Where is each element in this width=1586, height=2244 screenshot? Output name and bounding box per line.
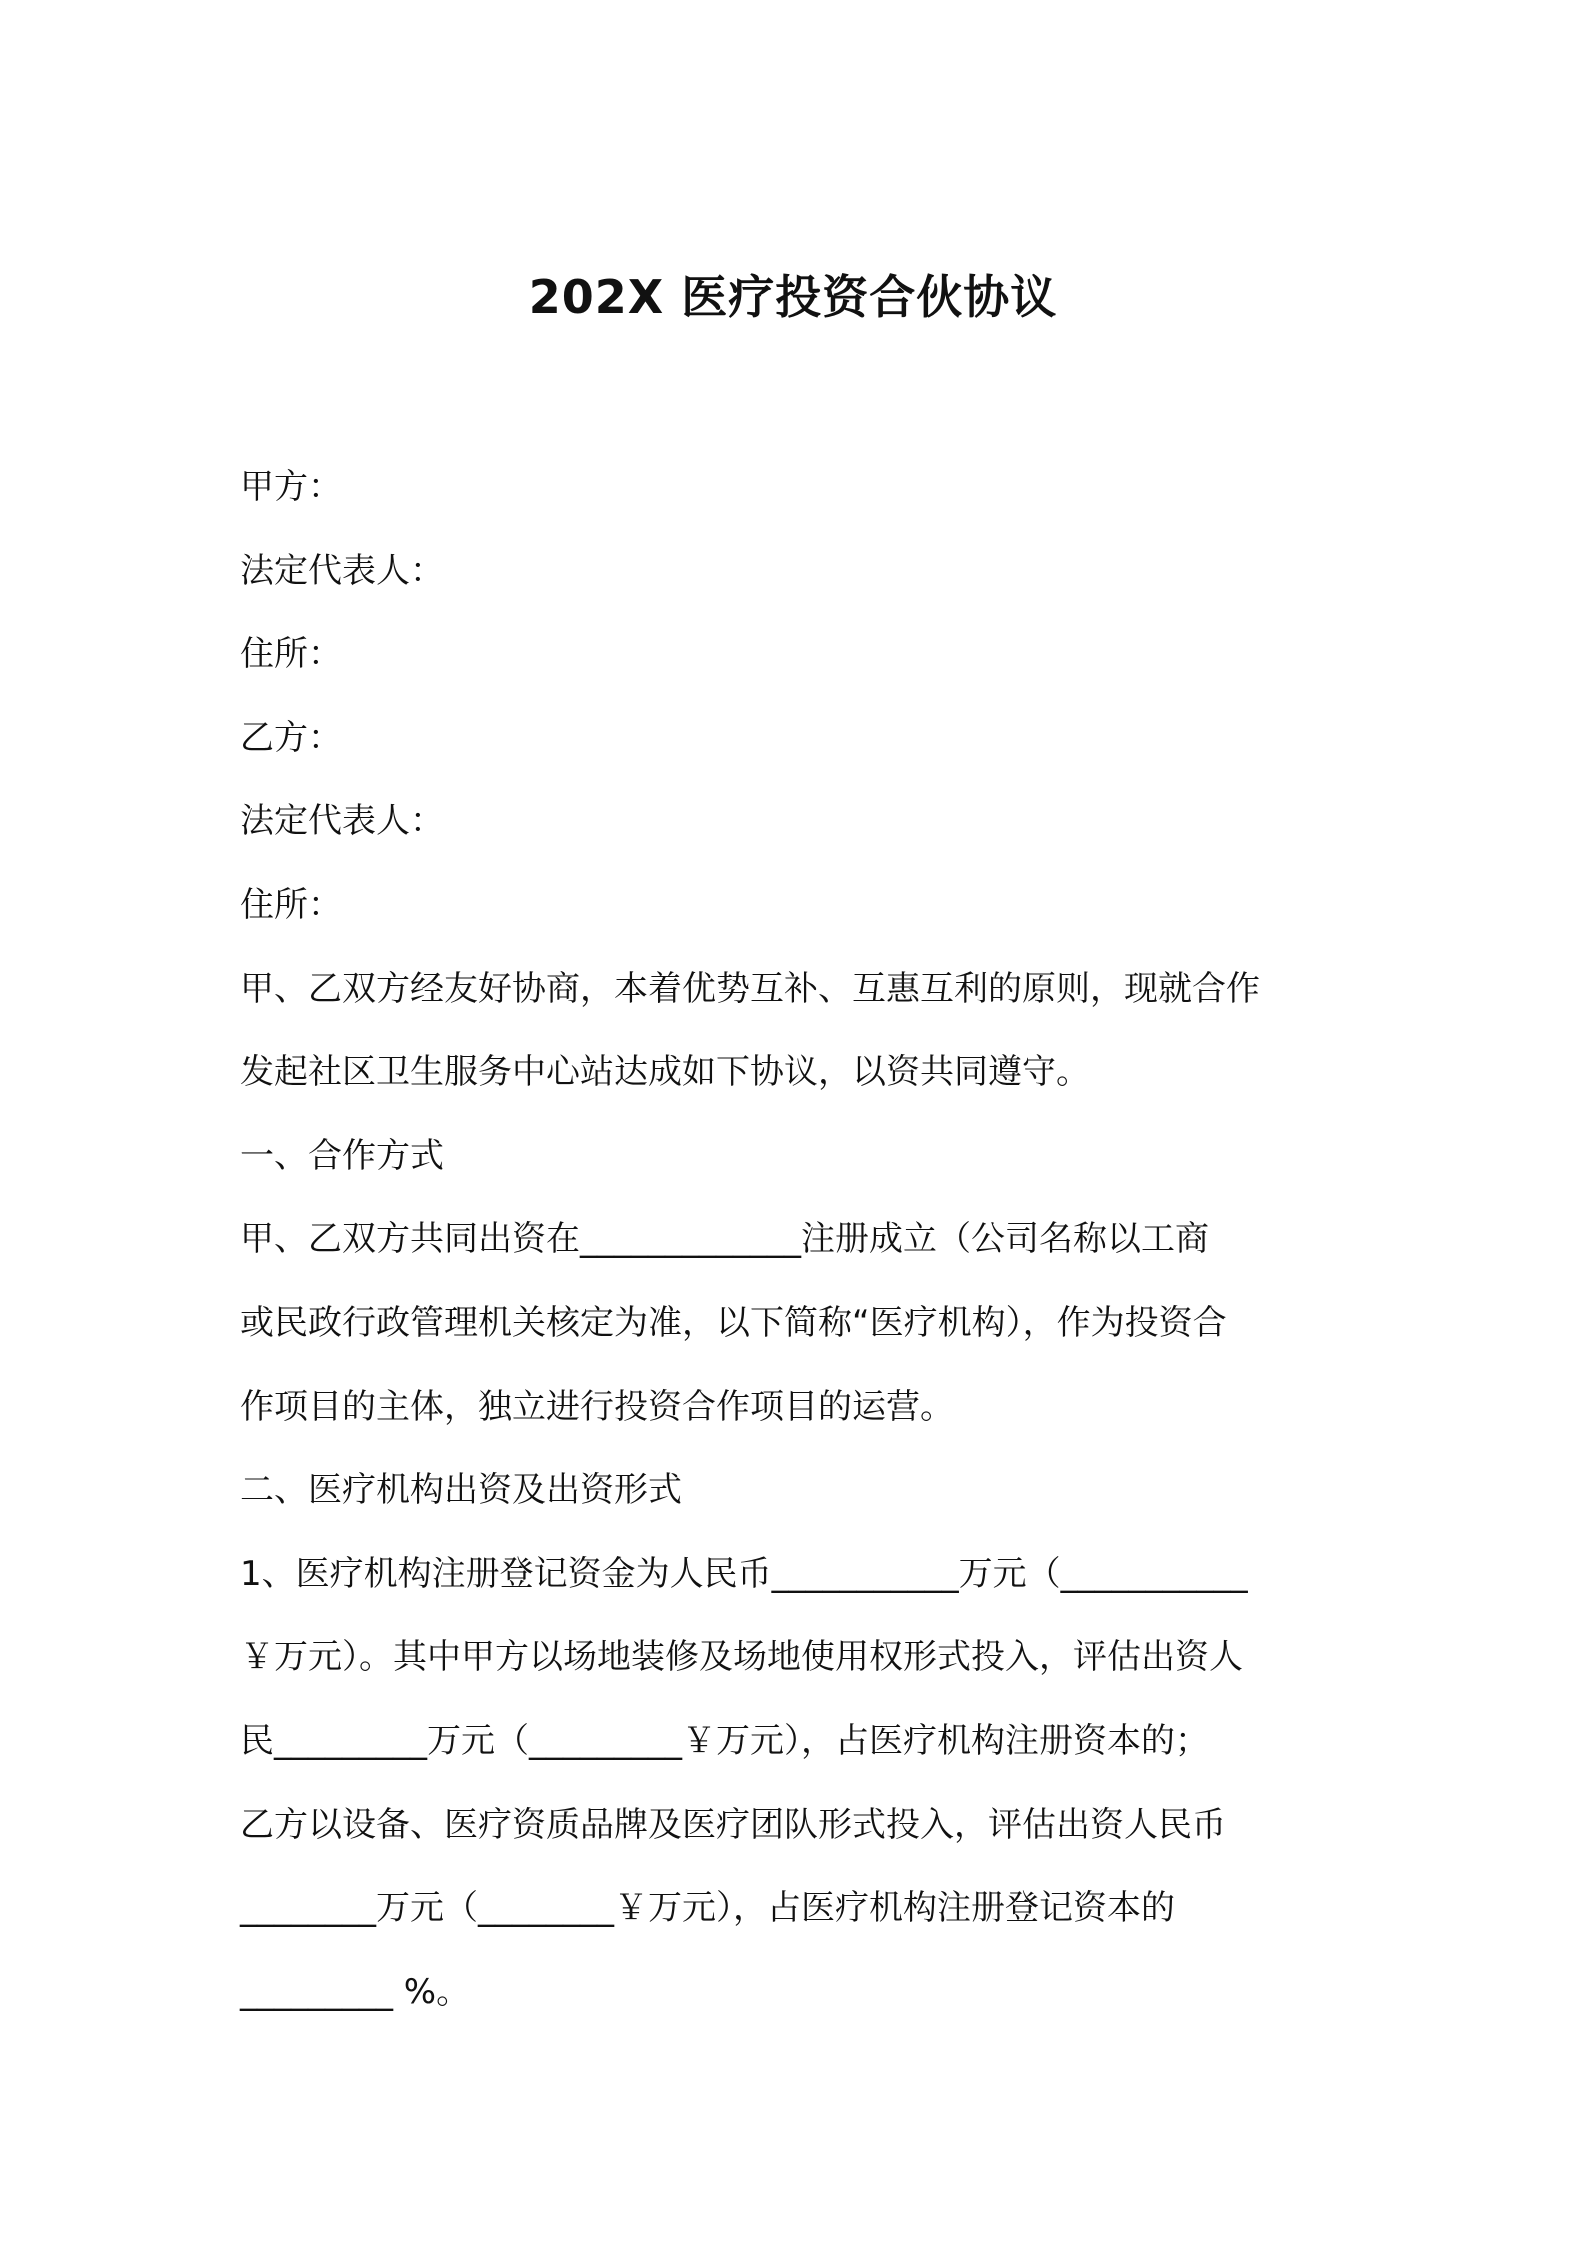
document-title: 202X 医疗投资合伙协议	[528, 270, 1058, 324]
section-2-clause-1-line-1: 1、医疗机构注册登记资金为人民币___________万元（___________	[240, 1553, 1248, 1594]
section-2-heading: 二、医疗机构出资及出资形式	[240, 1470, 682, 1511]
section-2-clause-1-line-3: 民_________万元（_________￥万元），占医疗机构注册资本的；	[240, 1720, 1209, 1761]
section-2-clause-1-line-2: ￥万元）。其中甲方以场地装修及场地使用权形式投入，评估出资人	[240, 1637, 1243, 1678]
party-b-legal-representative: 法定代表人：	[240, 801, 444, 842]
party-b-address: 住所：	[240, 884, 342, 925]
section-1-line-3: 作项目的主体，独立进行投资合作项目的运营。	[240, 1386, 954, 1427]
section-1-line-1: 甲、乙双方共同出资在_____________注册成立（公司名称以工商	[240, 1219, 1209, 1260]
intro-paragraph-line-2: 发起社区卫生服务中心站达成如下协议，以资共同遵守。	[240, 1052, 1090, 1093]
section-2-clause-1-line-6: _________ %。	[240, 1971, 471, 2012]
party-a-address: 住所：	[240, 634, 342, 675]
party-b-label: 乙方：	[240, 717, 342, 758]
section-2-clause-1-line-5: ________万元（________￥万元），占医疗机构注册登记资本的	[240, 1888, 1175, 1929]
party-a-label: 甲方：	[240, 467, 342, 507]
section-1-line-2: 或民政行政管理机关核定为准，以下简称“医疗机构），作为投资合	[240, 1302, 1227, 1343]
party-a-legal-representative: 法定代表人：	[240, 550, 444, 591]
section-2-clause-1-line-4: 乙方以设备、医疗资质品牌及医疗团队形式投入，评估出资人民币	[240, 1804, 1226, 1845]
intro-paragraph-line-1: 甲、乙双方经友好协商，本着优势互补、互惠互利的原则，现就合作	[240, 968, 1260, 1009]
section-1-heading: 一、合作方式	[240, 1135, 444, 1176]
document-body	[240, 446, 1360, 2034]
